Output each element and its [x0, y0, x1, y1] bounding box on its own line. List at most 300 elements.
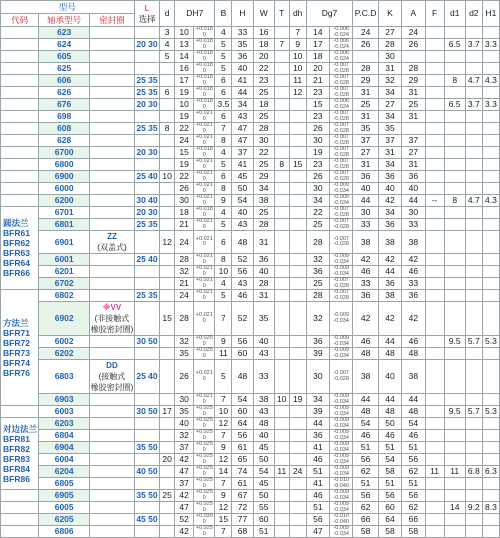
value-cell-h1 — [482, 183, 499, 195]
value-cell-d: 13 — [175, 39, 194, 51]
value-cell-dg: 30 — [306, 183, 329, 195]
table-body — [1, 27, 500, 538]
header-d: d — [160, 1, 175, 27]
seal-cell — [90, 466, 135, 478]
bearing-model-cell: 6205 — [39, 514, 90, 526]
value-cell-d — [160, 466, 175, 478]
value-cell-t — [274, 171, 289, 183]
value-cell-d2: 6.8 — [465, 466, 482, 478]
value-cell-d: 10 — [175, 99, 194, 111]
value-cell-f — [425, 478, 444, 490]
value-cell-k: 46 — [378, 430, 401, 442]
value-cell-h1 — [482, 478, 499, 490]
l-select-cell: 25 35 — [134, 290, 159, 302]
seal-cell — [90, 490, 135, 502]
value-cell-d: 4 — [160, 39, 175, 51]
bearing-model-cell: 6201 — [39, 266, 90, 278]
value-cell-t — [274, 135, 289, 147]
value-cell-b: 15 — [215, 514, 232, 526]
value-cell-d: 22 — [175, 171, 194, 183]
value-cell-d: 15 — [160, 302, 175, 336]
value-cell-d1: 6.5 — [444, 99, 465, 111]
l-select-cell: 25 40 — [134, 360, 159, 394]
header-f: F — [425, 1, 444, 27]
value-cell-w: 25 — [253, 159, 274, 171]
value-cell-pcd: 26 — [353, 39, 378, 51]
l-select-cell — [134, 111, 159, 123]
bearing-model-cell: 6805 — [39, 478, 90, 490]
value-cell-t — [274, 195, 289, 207]
value-cell-a: 51 — [402, 478, 425, 490]
value-cell-d2: 3.7 — [465, 99, 482, 111]
value-cell-t — [274, 278, 289, 290]
value-cell-d: 3 — [160, 27, 175, 39]
value-cell-b: 8 — [215, 135, 232, 147]
value-cell-w: 22 — [253, 147, 274, 159]
l-select-cell — [134, 27, 159, 39]
value-cell-b: 5 — [215, 360, 232, 394]
value-cell-dh: 7 — [289, 27, 306, 39]
value-cell-b: 12 — [215, 418, 232, 430]
tolerance-dg7-cell: -0.007 -0.028 — [330, 360, 353, 394]
value-cell-h: 43 — [232, 219, 253, 231]
seal-cell — [90, 406, 135, 418]
value-cell-pcd: 31 — [353, 111, 378, 123]
value-cell-b: 5 — [215, 159, 232, 171]
value-cell-t — [274, 123, 289, 135]
l-select-cell — [134, 454, 159, 466]
value-cell-a: 31 — [402, 87, 425, 99]
tolerance-dh7-cell: +0.021 0 — [194, 360, 215, 394]
l-select-cell: 35 50 — [134, 490, 159, 502]
value-cell-h: 54 — [232, 394, 253, 406]
value-cell-dg: 15 — [306, 99, 329, 111]
value-cell-d: 10 — [160, 171, 175, 183]
value-cell-pcd: 28 — [353, 63, 378, 75]
l-select-cell — [134, 302, 159, 336]
bearing-model-cell: 6203 — [39, 418, 90, 430]
value-cell-f — [425, 219, 444, 231]
value-cell-t — [274, 526, 289, 538]
value-cell-h1 — [482, 123, 499, 135]
value-cell-d: 21 — [175, 278, 194, 290]
value-cell-dg: 20 — [306, 63, 329, 75]
value-cell-d: 15 — [175, 147, 194, 159]
value-cell-pcd: 38 — [353, 231, 378, 254]
bearing-model-cell: 6004 — [39, 454, 90, 466]
tolerance-dh7-cell: +0.021 0 — [194, 183, 215, 195]
table-row — [1, 466, 500, 478]
tolerance-dg7-cell: -0.007 -0.028 — [330, 123, 353, 135]
value-cell-d: 35 — [175, 406, 194, 418]
value-cell-dg: 46 — [306, 490, 329, 502]
value-cell-b: 8 — [215, 254, 232, 266]
l-select-cell: 20 30 — [134, 147, 159, 159]
tolerance-dg7-cell: -0.007 -0.028 — [330, 278, 353, 290]
value-cell-dg: 23 — [306, 159, 329, 171]
tolerance-dh7-cell: +0.021 0 — [194, 394, 215, 406]
value-cell-d2 — [465, 418, 482, 430]
value-cell-t — [274, 302, 289, 336]
value-cell-h1 — [482, 442, 499, 454]
seal-cell — [90, 454, 135, 466]
value-cell-w: 36 — [253, 254, 274, 266]
value-cell-h1 — [482, 454, 499, 466]
bearing-model-cell: 6905 — [39, 490, 90, 502]
tolerance-dh7-cell: +0.025 0 — [194, 466, 215, 478]
bearing-model-cell: 608 — [39, 123, 90, 135]
tolerance-dg7-cell: -0.007 -0.028 — [330, 63, 353, 75]
value-cell-d1 — [444, 159, 465, 171]
value-cell-h1: 3.3 — [482, 99, 499, 111]
value-cell-t — [274, 51, 289, 63]
value-cell-f: -- — [425, 195, 444, 207]
value-cell-a: 38 — [402, 231, 425, 254]
value-cell-d: 24 — [175, 135, 194, 147]
seal-cell — [90, 183, 135, 195]
value-cell-h1 — [482, 171, 499, 183]
value-cell-a: 31 — [402, 111, 425, 123]
header-b: B — [215, 1, 232, 27]
value-cell-dh — [289, 254, 306, 266]
table-row — [1, 348, 500, 360]
value-cell-d2 — [465, 290, 482, 302]
value-cell-dh: 24 — [289, 466, 306, 478]
value-cell-dh — [289, 111, 306, 123]
value-cell-dh — [289, 454, 306, 466]
value-cell-k: 54 — [378, 454, 401, 466]
value-cell-h: 33 — [232, 27, 253, 39]
value-cell-d: 19 — [175, 87, 194, 99]
value-cell-d: 8 — [160, 123, 175, 135]
value-cell-k: 34 — [378, 87, 401, 99]
tolerance-dg7-cell: -0.009 -0.034 — [330, 490, 353, 502]
value-cell-d2: 3.7 — [465, 39, 482, 51]
seal-cell — [90, 87, 135, 99]
value-cell-d2 — [465, 219, 482, 231]
value-cell-a: 26 — [402, 39, 425, 51]
value-cell-dg: 47 — [306, 526, 329, 538]
value-cell-h1 — [482, 290, 499, 302]
value-cell-b: 6 — [215, 171, 232, 183]
table-row — [1, 266, 500, 278]
value-cell-pcd: 40 — [353, 183, 378, 195]
value-cell-d: 21 — [175, 219, 194, 231]
value-cell-dh: 12 — [289, 87, 306, 99]
table-row — [1, 454, 500, 466]
l-select-cell: 25 40 — [134, 171, 159, 183]
value-cell-d: 6 — [160, 87, 175, 99]
seal-cell — [90, 430, 135, 442]
value-cell-w: 20 — [253, 51, 274, 63]
value-cell-pcd: 33 — [353, 278, 378, 290]
value-cell-w: 31 — [253, 231, 274, 254]
bearing-model-cell: 6806 — [39, 526, 90, 538]
value-cell-w: 28 — [253, 123, 274, 135]
value-cell-dh — [289, 195, 306, 207]
value-cell-d2 — [465, 183, 482, 195]
table-row — [1, 171, 500, 183]
value-cell-d1 — [444, 51, 465, 63]
value-cell-d2 — [465, 490, 482, 502]
value-cell-d2 — [465, 454, 482, 466]
value-cell-dh — [289, 348, 306, 360]
tolerance-dh7-cell: +0.021 0 — [194, 231, 215, 254]
l-select-cell — [134, 63, 159, 75]
value-cell-pcd: 25 — [353, 99, 378, 111]
tolerance-dh7-cell: +0.025 0 — [194, 502, 215, 514]
l-select-cell: 20 30 — [134, 39, 159, 51]
value-cell-h: 44 — [232, 87, 253, 99]
value-cell-t — [274, 360, 289, 394]
value-cell-d: 10 — [175, 27, 194, 39]
l-select-cell — [134, 266, 159, 278]
value-cell-dg: 39 — [306, 348, 329, 360]
value-cell-d1 — [444, 231, 465, 254]
value-cell-f — [425, 278, 444, 290]
value-cell-d: 12 — [160, 231, 175, 254]
table-row — [1, 75, 500, 87]
table-row — [1, 278, 500, 290]
tolerance-dg7-cell: -0.009 -0.034 — [330, 466, 353, 478]
seal-cell — [90, 123, 135, 135]
value-cell-h1 — [482, 360, 499, 394]
tolerance-dg7-cell: -0.009 -0.034 — [330, 454, 353, 466]
seal-cell — [90, 336, 135, 348]
seal-cell — [90, 195, 135, 207]
value-cell-h1 — [482, 514, 499, 526]
value-cell-t — [274, 99, 289, 111]
value-cell-d: 5 — [160, 51, 175, 63]
value-cell-h1 — [482, 266, 499, 278]
tolerance-dg7-cell: -0.010 -0.040 — [330, 514, 353, 526]
header-dh7: DH7 — [175, 1, 215, 27]
value-cell-f — [425, 171, 444, 183]
value-cell-dg: 32 — [306, 302, 329, 336]
value-cell-h1 — [482, 278, 499, 290]
value-cell-d: 35 — [175, 348, 194, 360]
value-cell-h1 — [482, 135, 499, 147]
value-cell-t — [274, 442, 289, 454]
value-cell-pcd: 24 — [353, 27, 378, 39]
value-cell-k: 34 — [378, 159, 401, 171]
tolerance-dh7-cell: +0.018 0 — [194, 207, 215, 219]
value-cell-d2 — [465, 147, 482, 159]
value-cell-h1 — [482, 302, 499, 336]
value-cell-w: 35 — [253, 302, 274, 336]
value-cell-h1 — [482, 63, 499, 75]
value-cell-dg: 30 — [306, 360, 329, 394]
value-cell-dh — [289, 123, 306, 135]
value-cell-h1: 8.3 — [482, 502, 499, 514]
value-cell-k: 36 — [378, 219, 401, 231]
value-cell-dg: 36 — [306, 266, 329, 278]
value-cell-a: 48 — [402, 348, 425, 360]
value-cell-t — [274, 514, 289, 526]
value-cell-d: 26 — [175, 360, 194, 394]
l-select-cell — [134, 478, 159, 490]
value-cell-pcd: 56 — [353, 454, 378, 466]
value-cell-f — [425, 418, 444, 430]
seal-cell — [90, 207, 135, 219]
table-row — [1, 231, 500, 254]
value-cell-h: 64 — [232, 418, 253, 430]
value-cell-d: 47 — [175, 466, 194, 478]
value-cell-dg: 56 — [306, 514, 329, 526]
value-cell-d2 — [465, 111, 482, 123]
tolerance-dh7-cell: +0.025 0 — [194, 442, 215, 454]
seal-cell — [90, 278, 135, 290]
value-cell-k: 37 — [378, 135, 401, 147]
value-cell-w: 48 — [253, 418, 274, 430]
value-cell-d — [160, 278, 175, 290]
value-cell-a: 37 — [402, 135, 425, 147]
tolerance-dh7-cell: +0.021 0 — [194, 278, 215, 290]
value-cell-w: 25 — [253, 207, 274, 219]
value-cell-k: 64 — [378, 514, 401, 526]
value-cell-d: 25 — [160, 490, 175, 502]
value-cell-f — [425, 394, 444, 406]
bearing-model-cell: 606 — [39, 75, 90, 87]
value-cell-pcd: 46 — [353, 266, 378, 278]
value-cell-h: 61 — [232, 442, 253, 454]
seal-cell — [90, 442, 135, 454]
value-cell-a: 36 — [402, 290, 425, 302]
value-cell-t — [274, 147, 289, 159]
value-cell-dg: 41 — [306, 442, 329, 454]
code-cell — [1, 183, 39, 195]
value-cell-d1 — [444, 442, 465, 454]
value-cell-k: 42 — [378, 254, 401, 266]
value-cell-dg: 26 — [306, 171, 329, 183]
value-cell-f — [425, 231, 444, 254]
value-cell-a: 25 — [402, 99, 425, 111]
header-k: K — [378, 1, 401, 27]
value-cell-d: 20 — [160, 454, 175, 466]
value-cell-d2 — [465, 87, 482, 99]
value-cell-dg: 28 — [306, 290, 329, 302]
value-cell-k: 31 — [378, 63, 401, 75]
value-cell-h1 — [482, 51, 499, 63]
value-cell-h1 — [482, 394, 499, 406]
value-cell-b: 11 — [215, 348, 232, 360]
value-cell-d: 40 — [175, 418, 194, 430]
value-cell-d2 — [465, 430, 482, 442]
value-cell-k: 38 — [378, 290, 401, 302]
value-cell-d: 42 — [175, 454, 194, 466]
value-cell-h: 34 — [232, 99, 253, 111]
header-l: L 选择 — [134, 1, 159, 27]
value-cell-pcd: 35 — [353, 123, 378, 135]
value-cell-h: 56 — [232, 430, 253, 442]
value-cell-dh — [289, 171, 306, 183]
value-cell-a — [402, 123, 425, 135]
value-cell-b: 7 — [215, 478, 232, 490]
value-cell-d2 — [465, 360, 482, 394]
tolerance-dh7-cell: +0.018 0 — [194, 39, 215, 51]
l-select-cell: 30 40 — [134, 195, 159, 207]
value-cell-pcd: 44 — [353, 195, 378, 207]
value-cell-h: 65 — [232, 454, 253, 466]
value-cell-d1 — [444, 478, 465, 490]
code-cell — [1, 502, 39, 514]
value-cell-a: 62 — [402, 466, 425, 478]
table-row — [1, 63, 500, 75]
value-cell-w: 60 — [253, 514, 274, 526]
value-cell-d2 — [465, 135, 482, 147]
seal-cell — [90, 478, 135, 490]
value-cell-b: 9 — [215, 336, 232, 348]
value-cell-d: 37 — [175, 442, 194, 454]
value-cell-k: 51 — [378, 478, 401, 490]
seal-cell — [90, 27, 135, 39]
value-cell-w: 43 — [253, 348, 274, 360]
value-cell-b: 7 — [215, 430, 232, 442]
value-cell-a: 27 — [402, 147, 425, 159]
value-cell-t — [274, 478, 289, 490]
value-cell-d2 — [465, 348, 482, 360]
bearing-model-cell: 6803 — [39, 360, 90, 394]
value-cell-dg: 22 — [306, 207, 329, 219]
value-cell-f — [425, 406, 444, 418]
value-cell-pcd: 33 — [353, 219, 378, 231]
value-cell-h1 — [482, 111, 499, 123]
value-cell-pcd: 51 — [353, 478, 378, 490]
value-cell-k: 44 — [378, 336, 401, 348]
value-cell-k: 42 — [378, 302, 401, 336]
value-cell-f — [425, 39, 444, 51]
value-cell-d: 30 — [175, 394, 194, 406]
tolerance-dg7-cell: -0.006 -0.024 — [330, 99, 353, 111]
value-cell-f — [425, 514, 444, 526]
value-cell-w: 40 — [253, 336, 274, 348]
value-cell-w: 34 — [253, 183, 274, 195]
value-cell-d: 19 — [175, 111, 194, 123]
value-cell-b: 7 — [215, 123, 232, 135]
value-cell-t — [274, 490, 289, 502]
value-cell-f — [425, 111, 444, 123]
value-cell-d2 — [465, 63, 482, 75]
value-cell-w: 55 — [253, 502, 274, 514]
value-cell-d1 — [444, 278, 465, 290]
value-cell-pcd: 42 — [353, 254, 378, 266]
value-cell-pcd: 66 — [353, 514, 378, 526]
value-cell-a: 44 — [402, 195, 425, 207]
value-cell-d — [160, 442, 175, 454]
value-cell-d1 — [444, 490, 465, 502]
value-cell-b: 14 — [215, 466, 232, 478]
table-row — [1, 207, 500, 219]
value-cell-f — [425, 63, 444, 75]
value-cell-d — [160, 336, 175, 348]
code-cell — [1, 99, 39, 111]
value-cell-d2: 5.7 — [465, 336, 482, 348]
tolerance-dh7-cell: +0.025 0 — [194, 336, 215, 348]
l-select-cell: 25 35 — [134, 123, 159, 135]
tolerance-dg7-cell: -0.009 -0.034 — [330, 266, 353, 278]
tolerance-dg7-cell: -0.010 -0.040 — [330, 478, 353, 490]
tolerance-dg7-cell: -0.007 -0.028 — [330, 207, 353, 219]
value-cell-k: 34 — [378, 111, 401, 123]
value-cell-d: 32 — [175, 336, 194, 348]
bearing-model-cell: 6900 — [39, 171, 90, 183]
code-cell — [1, 159, 39, 171]
value-cell-b: 4 — [215, 147, 232, 159]
value-cell-pcd: 38 — [353, 360, 378, 394]
code-cell — [1, 147, 39, 159]
l-select-cell — [134, 502, 159, 514]
tolerance-dg7-cell: -0.009 -0.034 — [330, 394, 353, 406]
